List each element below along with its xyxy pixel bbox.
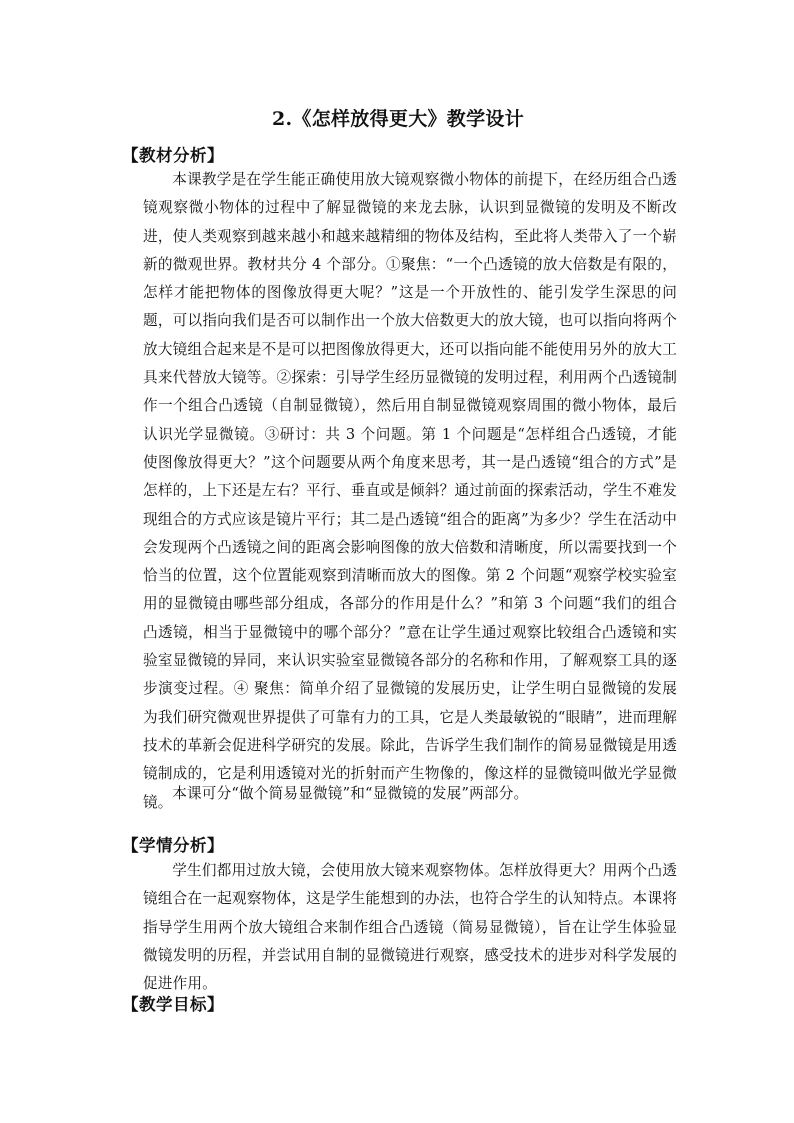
section-heading-teaching-goals: 【教学目标】 xyxy=(122,995,224,1014)
section-heading-textbook-analysis: 【教材分析】 xyxy=(122,146,224,165)
paragraph-lesson-parts: 本课可分“做个简易显微镜”和“显微镜的发展”两部分。 xyxy=(172,785,529,802)
document-title: 2.《怎样放得更大》教学设计 xyxy=(271,108,525,130)
paragraph-textbook-analysis: 本课教学是在学生能正确使用放大镜观察微小物体的前提下，在经历组合凸透镜观察微小物体的过程中了解显微镜的来龙去脉，认识到显微镜的发明及不断改进，使人类观察到越来越小和越来越精细的物体及结构，至此将人类带入了一个崭新的微观世界。教材共分 4 个部分。①聚焦：“一个凸透镜的放大倍数是有限的，怎样才能把物体的图像放得更大呢？”这是一个开放性的、能引发学生深思的问题，可以指向我们是否可以制作出一个放大倍数更大的放大镜，也可以指向将两个放大镜组合起来是不是可以把图像放得更大，还可以指向能不能使用另外的放大工具来代替放大镜等。②探索：引导学生经历显微镜的发明过程，利用两个凸透镜制作一个组合凸透镜（自制显微镜），然后用自制显微镜观察周围的微小物体，最后认识光学显微镜。③研讨：共 3 个问题。第 1 个问题是“怎样组合凸透镜，才能使图像放得更大？”这个问题要从两个角度来思考，其一是凸透镜“组合的方式”是怎样的，上下还是左右？平行、垂直或是倾斜？通过前面的探索活动，学生不难发现组合的方式应该是镜片平行；其二是凸透镜“组合的距离”为多少？学生在活动中会发现两个凸透镜之间的距离会影响图像的放大倍数和清晰度，所以需要找到一个恰当的位置，这个位置能观察到清晰而放大的图像。第 2 个问题“观察学校实验室用的显微镜由哪些部分组成，各部分的作用是什么？”和第 3 个问题“我们的组合凸透镜，相当于显微镜中的哪个部分？”意在让学生通过观察比较组合凸透镜和实验室显微镜的异同，来认识实验室显微镜各部分的名称和作用，了解观察工具的逐步演变过程。④ 聚焦：简单介绍了显微镜的发展历史，让学生明白显微镜的发展为我们研究微观世界提供了可靠有力的工具，它是人类最敏锐的“眼睛”，进而理解技术的革新会促进科学研究的发展。除此，告诉学生我们制作的简易显微镜是用透镜制成的，它是利用透镜对光的折射而产生物像的，像这样的显微镜叫做光学显微镜。 xyxy=(143,171,677,811)
paragraph-student-analysis: 学生们都用过放大镜，会使用放大镜来观察物体。怎样放得更大？用两个凸透镜组合在一起观察物体，这是学生能想到的办法，也符合学生的认知特点。本课将指导学生用两个放大镜组合来制作组合凸透镜（简易显微镜），旨在让学生体验显微镜发明的历程，并尝试用自制的显微镜进行观察，感受技术的进步对科学发展的促进作用。 xyxy=(143,862,677,993)
section-heading-student-analysis: 【学情分析】 xyxy=(122,836,224,855)
